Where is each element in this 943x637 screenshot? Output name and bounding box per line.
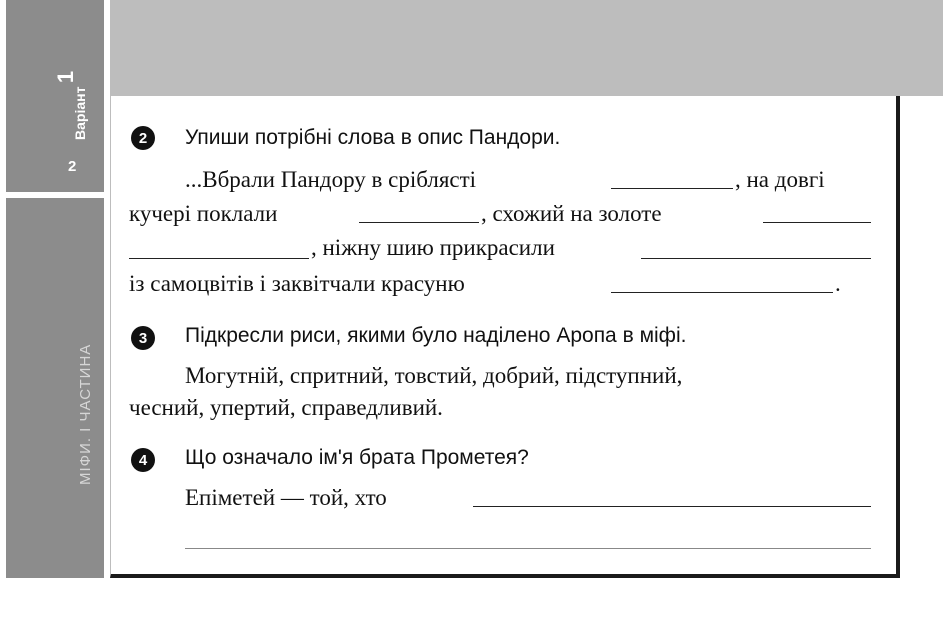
blank-5[interactable] <box>641 258 871 259</box>
page-number: 2 <box>68 158 77 175</box>
sidebar-variant-tab <box>6 0 104 192</box>
task-3-traits-line-2[interactable]: чесний, упертий, справедливий. <box>129 395 443 420</box>
blank-3[interactable] <box>763 222 871 223</box>
task-2-text-7: . <box>835 271 841 296</box>
variant-label: Варіант <box>72 86 88 140</box>
task-2-text-5: , ніжну шию прикрасили <box>311 235 555 260</box>
task-2-title: Упиши потрібні слова в опис Пандори. <box>185 126 561 149</box>
worksheet-card <box>110 96 900 578</box>
blank-2[interactable] <box>359 222 479 223</box>
task-2-text-1: ...Вбрали Пандору в сріблясті <box>185 167 477 192</box>
task-2-badge: 2 <box>131 126 155 150</box>
task-2-text-3: кучері поклали <box>129 201 278 226</box>
header-band <box>110 0 943 96</box>
task-4-badge: 4 <box>131 448 155 472</box>
task-4-title: Що означало ім'я брата Прометея? <box>185 446 529 469</box>
task-3-title: Підкресли риси, якими було наділено Аропа в міфі. <box>185 324 687 347</box>
task-2-text-6: із самоцвітів і заквітчали красуню <box>129 271 465 296</box>
section-label: МІФИ. І ЧАСТИНА <box>77 343 94 485</box>
task-3-traits-line-1[interactable]: Могутній, спритний, товстий, добрий, підступний, <box>185 363 683 388</box>
answer-blank[interactable] <box>473 506 871 507</box>
task-3-badge: 3 <box>131 326 155 350</box>
task-2-text-2: , на довгі <box>735 167 825 192</box>
answer-line-2[interactable] <box>185 548 871 549</box>
variant-number: 1 <box>53 70 79 84</box>
task-4-prompt: Епіметей — той, хто <box>185 485 387 510</box>
task-2-text-4: , схожий на золоте <box>481 201 662 226</box>
blank-6[interactable] <box>611 292 833 293</box>
blank-1[interactable] <box>611 188 733 189</box>
blank-4[interactable] <box>129 258 309 259</box>
